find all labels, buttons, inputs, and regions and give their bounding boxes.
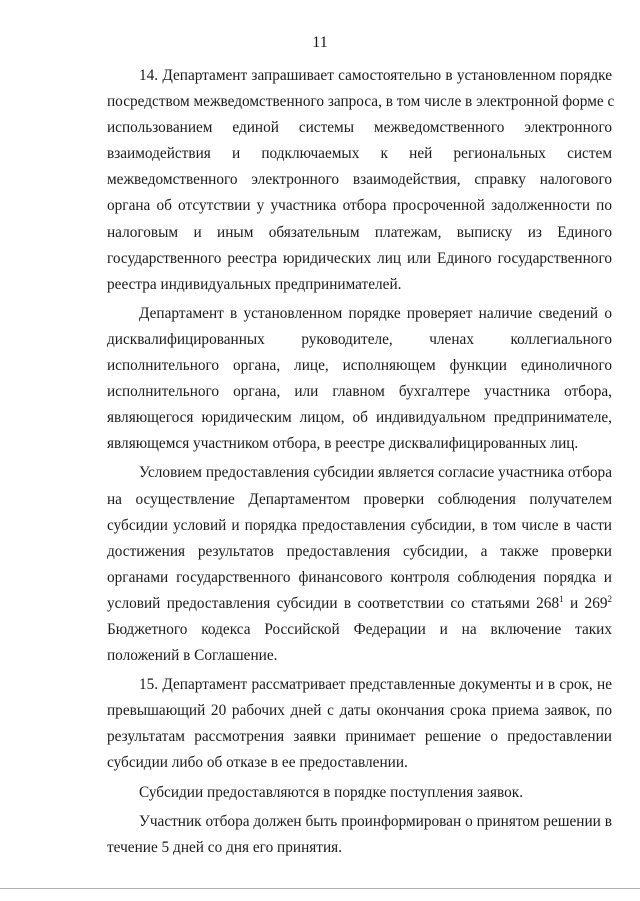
text-line: 15. Департамент рассматривает представленные документы и в срок, не [139, 676, 612, 694]
text-line: органа об отсутствии у участника отбора просроченной задолженности по [107, 197, 612, 215]
article-superscript-1: 1 [559, 593, 564, 604]
text-line: положений в Соглашение. [107, 647, 278, 665]
text-line: субсидии либо об отказе в ее предоставлении. [107, 754, 408, 772]
paragraph-disqualified-check [107, 301, 612, 458]
articles-text-middle: и 269 [563, 594, 608, 612]
text-line: исполнительного органа, или главном бухгалтере участника отбора, [107, 383, 612, 401]
text-line: результатам рассмотрения заявки принимает решение о предоставлении [107, 728, 612, 746]
text-line: реестра индивидуальных предпринимателей. [107, 275, 402, 293]
text-line: на осуществление Департаментом проверки соблюдения получателем [107, 490, 612, 508]
text-line: Бюджетного кодекса Российской Федерации и на включение таких [107, 620, 612, 638]
text-line: Условием предоставления субсидии является согласие участника отбора [139, 464, 612, 482]
text-line: взаимодействия и подключаемых к ней региональных систем [107, 145, 612, 163]
text-line: межведомственного электронного взаимодействия, справку налогового [107, 171, 612, 189]
text-line: достижения результатов предоставления субсидии, а также проверки [107, 542, 612, 560]
text-line: субсидии условий и порядка предоставления субсидии, в том числе в части [107, 516, 612, 534]
text-line: дисквалифицированных руководителе, членах коллегиального [107, 330, 612, 348]
text-line: налоговым и иным обязательным платежам, выписку из Единого [107, 223, 612, 241]
document-body [107, 63, 615, 864]
text-line: исполнительного органа, лице, исполняющем функции единоличного [107, 357, 612, 375]
paragraph-item-15 [107, 672, 612, 776]
article-superscript-2: 2 [607, 593, 612, 604]
paragraph-notification [107, 809, 612, 861]
text-line: течение 5 дней со дня его принятия. [107, 838, 343, 856]
text-line: являющегося юридическим лицом, об индивидуальном предпринимателе, [107, 409, 612, 427]
text-line-with-articles [107, 591, 612, 617]
text-line: 14. Департамент запрашивает самостоятельно в установленном порядке [139, 67, 612, 84]
paragraph-subsidy-order [107, 780, 612, 806]
text-line: превышающий 20 рабочих дней с даты окончания срока приема заявок, по [107, 702, 612, 720]
text-line: Департамент в установленном порядке проверяет наличие сведений о [139, 304, 612, 322]
text-line: являющемся участником отбора, в реестре дисквалифицированных лиц. [107, 435, 579, 453]
text-line: использованием единой системы межведомственного электронного [107, 119, 612, 137]
page-bottom-divider [0, 888, 640, 889]
text-line: Участник отбора должен быть проинформирован о принятом решении в [139, 812, 612, 830]
text-line: государственного реестра юридических лиц или Единого государственного [107, 249, 612, 267]
text-line: посредством межведомственного запроса, в том числе в электронной форме с [107, 93, 615, 111]
text-line: органами государственного финансового контроля соблюдения порядка и [107, 568, 612, 586]
paragraph-subsidy-condition [107, 460, 612, 669]
text-line: Субсидии предоставляются в порядке поступления заявок. [139, 783, 524, 801]
page-number: 11 [312, 34, 328, 51]
articles-text-before: условий предоставления субсидии в соответствии со статьями 268 [107, 594, 560, 612]
paragraph-item-14 [107, 63, 615, 298]
